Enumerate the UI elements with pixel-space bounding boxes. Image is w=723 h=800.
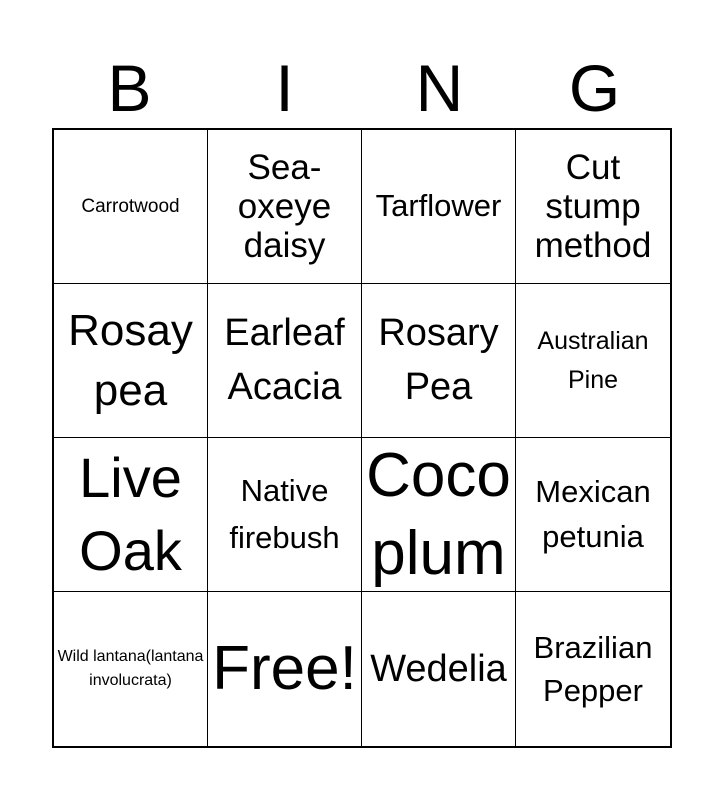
bingo-cell[interactable] xyxy=(362,130,516,284)
bingo-cell[interactable] xyxy=(208,284,362,438)
header-letter-b: B xyxy=(107,51,152,125)
bingo-cell[interactable] xyxy=(516,592,670,746)
cell-label: Rosary Pea xyxy=(378,312,499,408)
cell-label: Mexican petunia xyxy=(535,473,651,554)
bingo-cell[interactable] xyxy=(516,438,670,592)
cell-label: Carrotwood xyxy=(81,195,180,217)
cell-label: Native firebush xyxy=(229,473,340,555)
bingo-cell[interactable] xyxy=(54,438,208,592)
free-space-label: Free! xyxy=(212,634,357,704)
cell-label: Wild lantana(lantana involucrata) xyxy=(57,648,204,689)
cell-label: Brazilian Pepper xyxy=(533,629,653,708)
bingo-cell[interactable] xyxy=(208,130,362,284)
cell-label: Coco plum xyxy=(366,441,511,588)
cell-label: Tarflower xyxy=(375,188,502,224)
cell-label: Wedelia xyxy=(370,647,507,690)
bingo-board xyxy=(52,128,672,748)
bingo-cell[interactable] xyxy=(516,130,670,284)
header-letter-g: G xyxy=(568,51,621,125)
cell-label: Sea-oxeye daisy xyxy=(237,147,332,266)
bingo-cell[interactable] xyxy=(54,284,208,438)
bingo-cell[interactable] xyxy=(362,592,516,746)
cell-label: Cut stump method xyxy=(534,147,652,266)
bingo-cell[interactable] xyxy=(54,130,208,284)
header-letter-i: I xyxy=(275,51,294,125)
bingo-cell[interactable] xyxy=(54,592,208,746)
bingo-cell[interactable] xyxy=(362,284,516,438)
cell-label: Australian Pine xyxy=(537,326,649,394)
bingo-cell[interactable] xyxy=(362,438,516,592)
cell-label: Rosay pea xyxy=(68,306,193,415)
cell-label: Live Oak xyxy=(79,445,182,582)
bingo-cell[interactable] xyxy=(208,438,362,592)
bingo-header xyxy=(52,48,672,128)
header-letter-n: N xyxy=(415,51,464,125)
bingo-cell[interactable] xyxy=(516,284,670,438)
bingo-cell[interactable] xyxy=(208,592,362,746)
cell-label: Earleaf Acacia xyxy=(224,312,345,408)
